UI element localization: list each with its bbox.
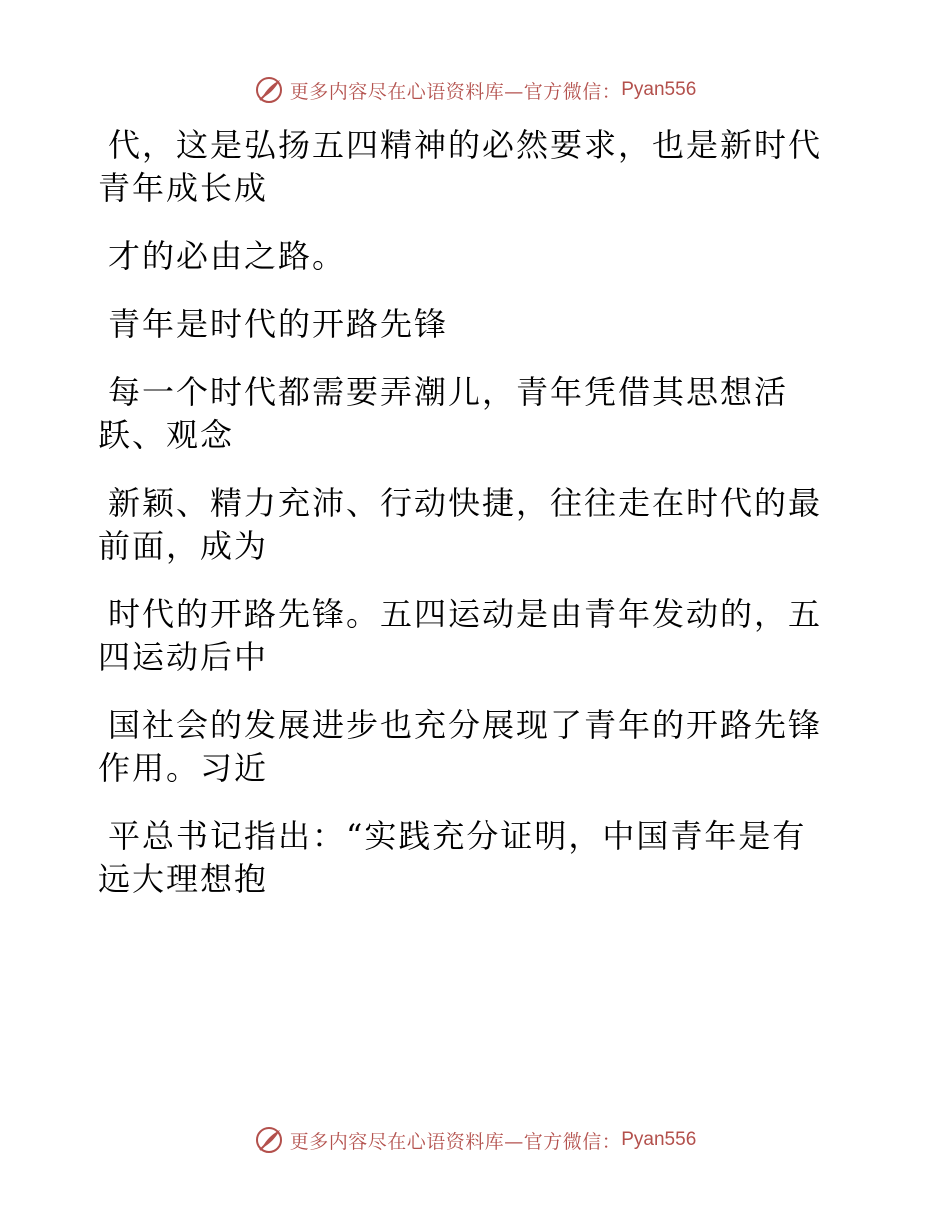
section-heading: [98, 303, 838, 346]
footer-watermark: [0, 1120, 950, 1160]
paragraph-line: 国社会的发展进步也充分展现了青年的开路先锋: [108, 706, 823, 744]
document-body: [98, 124, 838, 926]
quill-logo-icon: [254, 1125, 284, 1155]
paragraph-line: 代，这是弘扬五四精神的必然要求，也是新时代: [108, 126, 823, 164]
quill-logo-icon: [254, 75, 284, 105]
paragraph-line: 远大理想抱: [98, 860, 269, 898]
header-watermark: [0, 70, 950, 110]
watermark-wechat-id: Pyan556: [621, 1129, 697, 1150]
paragraph-line: 四运动后中: [98, 638, 269, 676]
paragraph-line: 新颖、精力充沛、行动快捷，往往走在时代的最: [108, 484, 823, 522]
paragraph: [98, 593, 838, 679]
watermark-text: 更多内容尽在心语资料库—官方微信：: [289, 1130, 622, 1153]
paragraph: [98, 235, 838, 278]
paragraph-line: 青年成长成: [98, 169, 269, 207]
paragraph-line: 前面，成为: [98, 527, 269, 565]
paragraph: [98, 371, 838, 457]
paragraph: [98, 124, 838, 210]
watermark-wechat-id: Pyan556: [621, 79, 697, 100]
paragraph-line: 平总书记指出：“实践充分证明，中国青年是有: [108, 817, 807, 855]
paragraph-line: 跃、观念: [98, 416, 235, 454]
paragraph-line: 每一个时代都需要弄潮儿，青年凭借其思想活: [108, 373, 789, 411]
paragraph: [98, 704, 838, 790]
paragraph-line: 时代的开路先锋。五四运动是由青年发动的，五: [108, 595, 823, 633]
paragraph: [98, 815, 838, 901]
paragraph-line: 青年是时代的开路先锋: [108, 305, 449, 343]
paragraph-line: 才的必由之路。: [108, 237, 347, 275]
paragraph-line: 作用。习近: [98, 749, 269, 787]
watermark-text: 更多内容尽在心语资料库—官方微信：: [289, 80, 622, 103]
paragraph: [98, 482, 838, 568]
